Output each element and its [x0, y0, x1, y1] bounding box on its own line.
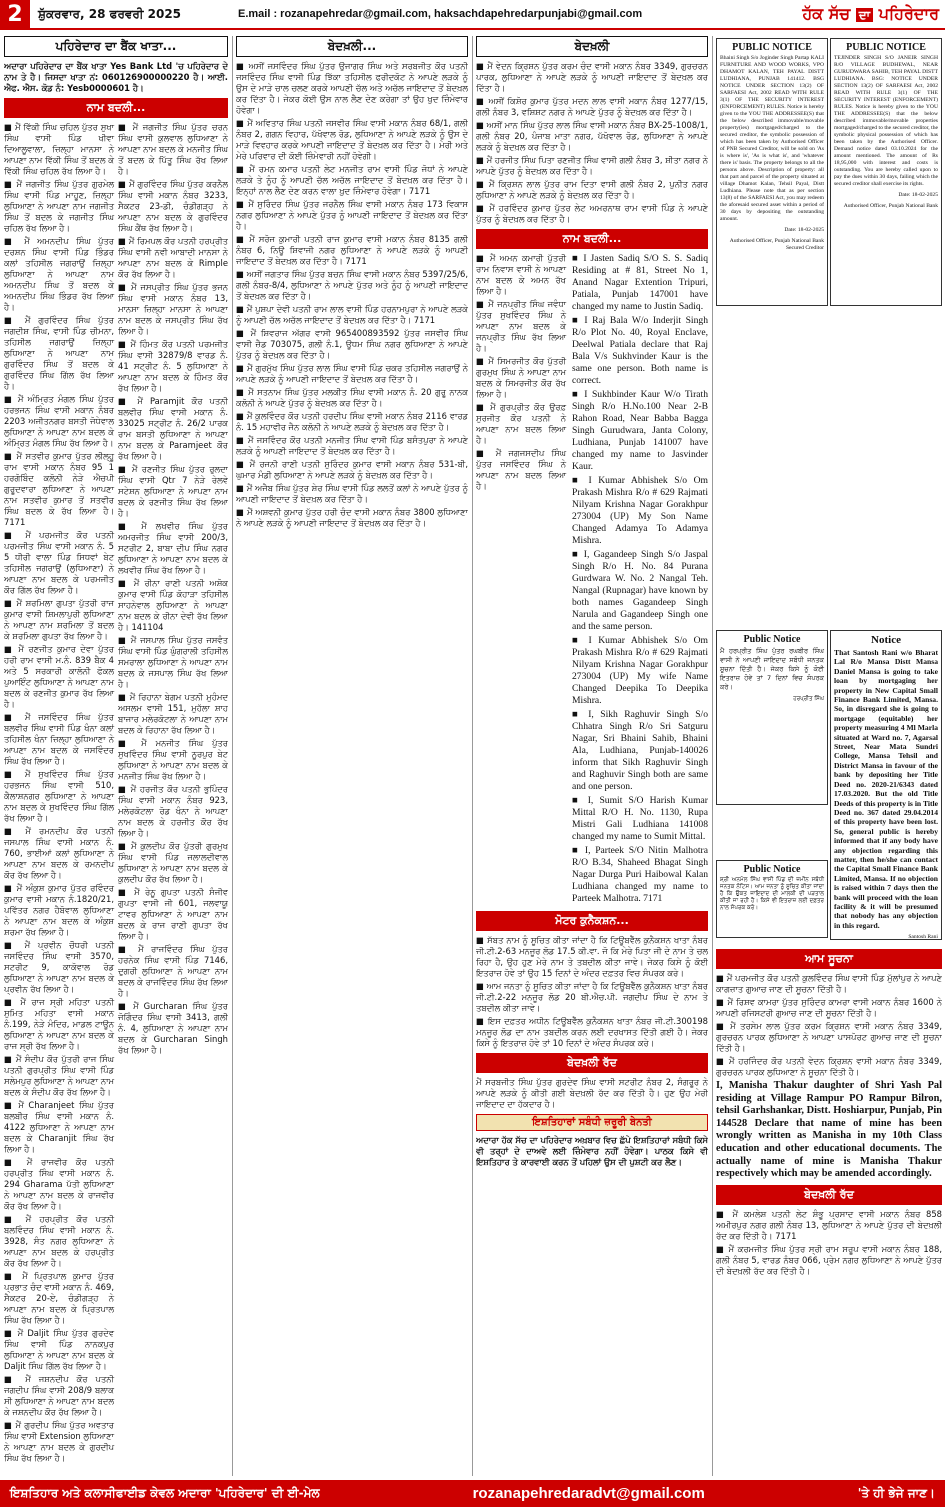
- name-change-entry: ■ ਮੈਂ ਵਿੱਕੀ ਸਿੰਘ ਚਹਿਲ ਪੁੱਤਰ ਸੁਖਾ ਸਿੰਘ ਵਾਸੀ ਪਿੰਡ ਖੀਵਾ ਦਿਆਲੂਵਾਲਾ, ਜ਼ਿਲ੍ਹਾ ਮਾਨਸਾ ਨੇ ਆਪਣਾ ਨਾਮ ਵਿੱਕੀ ਸਿੰਘ ਤੋਂ ਬਦਲ ਕੇ ਵਿੱਕੀ ਸਿੰਘ ਚਹਿਲ ਰੱਖ ਲਿਆ ਹੈ।: [4, 122, 114, 176]
- footer-banner: [0, 1480, 945, 1507]
- general-notice-entry: ■ ਮੈਂ ਪਰਮਜੀਤ ਕੌਰ ਪਤਨੀ ਕੁਲਵਿੰਦਰ ਸਿੰਘ ਵਾਸੀ ਪਿੰਡ ਮੁੱਲਾਂਪੁਰ ਨੇ ਆਪਣੇ ਕਾਗਜ਼ਾਤ ਗੁਆਚ ਜਾਣ ਦੀ ਸੂਚਨਾ ਦਿੱਤੀ ਹੈ।: [716, 973, 942, 994]
- name-change-entry: ■ ਮੈਂ ਸ਼ਰਮਿਲਾ ਗੁਪਤਾ ਪੁੱਤਰੀ ਰਾਜ ਕੁਮਾਰ ਵਾਸੀ ਸ਼ਿਮਲਾਪੁਰੀ ਲੁਧਿਆਣਾ ਨੇ ਆਪਣਾ ਨਾਮ ਸ਼ਰਮਿਲਾ ਤੋਂ ਬਦਲ ਕੇ ਸ਼ਰਮਿਲਾ ਗੁਪਤਾ ਰੱਖ ਲਿਆ ਹੈ।: [4, 598, 114, 641]
- notice-title: Public Notice: [743, 864, 801, 875]
- name-change-entry: ■ ਮੈਂ ਰਿਹਾਨਾ ਬੇਗਮ ਪਤਨੀ ਮੁਹੰਮਦ ਅਸਲਮ ਵਾਸੀ 151, ਮੁਹੱਲਾ ਸ਼ਾਹ ਬਾਜਾਰ ਮਲੇਰਕੋਟਲਾ ਨੇ ਆਪਣਾ ਨਾਮ ਬਦਲ ਕੇ ਰਿਹਾਨਾ ਰੱਖ ਲਿਆ ਹੈ।: [118, 692, 228, 735]
- public-notice-pnb-1: [716, 38, 828, 306]
- notice-title: PUBLIC NOTICE: [846, 42, 926, 53]
- general-notice-entry: ■ ਮੈਂ ਹਰਜਿੰਦਰ ਕੌਰ ਪਤਨੀ ਵੇਦਨ ਕ੍ਰਿਸ਼ਨ ਵਾਸੀ ਮਕਾਨ ਨੰਬਰ 3349, ਗੁਰਚਰਨ ਪਾਰਕ ਲੁਧਿਆਣਾ ਨੇ ਸੂਚਨਾ ਦਿੱਤੀ ਹੈ।: [716, 1056, 942, 1077]
- name-change-entry: ■ ਮੈਂ ਜਗਜੀਤ ਸਿੰਘ ਪੁੱਤਰ ਗੁਰਮੇਲ ਸਿੰਘ ਵਾਸੀ ਪਿੰਡ ਮਾਹੂਣ, ਜ਼ਿਲ੍ਹਾ ਲੁਧਿਆਣਾ ਨੇ ਆਪਣਾ ਨਾਮ ਜਗਜੀਤ ਸਿੰਘ ਤੋਂ ਬਦਲ ਕੇ ਜਗਜੀਤ ਸਿੰਘ ਚਹਿਲ ਰੱਖ ਲਿਆ ਹੈ।: [4, 179, 114, 233]
- name-change-entry: ■ ਮੈਂ ਅਮਨ ਕਮਾਰੀ ਪੁੱਤਰੀ ਰਾਮ ਨਿਵਾਸ ਵਾਸੀ ਨੇ ਆਪਣਾ ਨਾਮ ਬਦਲ ਕੇ ਅਮਨ ਰੱਖ ਲਿਆ ਹੈ।: [476, 253, 566, 296]
- notice-signature: ਹਰਪ੍ਰੀਤ ਸਿੰਘ: [793, 696, 824, 702]
- header-email[interactable]: E.mail : rozanapehredar@gmail.com, haksachdapehredarpunjabi@gmail.com: [238, 8, 643, 20]
- issue-date: ਸ਼ੁੱਕਰਵਾਰ, 28 ਫਰਵਰੀ 2025: [38, 6, 182, 21]
- notice-body: ਮੈਂ ਹਰਪ੍ਰੀਤ ਸਿੰਘ ਪੁੱਤਰ ਰਘਬੀਰ ਸਿੰਘ ਵਾਸੀ ਨੇ ਆਪਣੀ ਜਾਇਦਾਦ ਸਬੰਧੀ ਜਨਤਕ ਸੂਚਨਾ ਦਿੱਤੀ ਹੈ। ਜੇਕਰ ਕਿਸੇ ਨੂੰ ਕੋਈ ਇਤਰਾਜ਼ ਹੋਵੇ ਤਾਂ 7 ਦਿਨਾਂ ਵਿਚ ਸੰਪਰਕ ਕਰੇ।: [720, 647, 824, 691]
- name-change-entry-english: ■ I Sukhbinder Kaur W/o Tirath Singh R/o H.No.100 Near 2-B Rahon Road, Near Babba Bagga Singh Gurudwara, Janta Colony, Ludhiana, Punjab 141007 have changed my name to Jasvinder Kaur.: [572, 389, 708, 472]
- eviction-heading-2: ਬੇਦਖ਼ਲੀ: [476, 36, 708, 57]
- name-change-entry: ■ ਮੈਂ ਸੰਦੀਪ ਕੌਰ ਪੁੱਤਰੀ ਰਾਜ ਸਿੰਘ ਪਤਨੀ ਗੁਰਪ੍ਰੀਤ ਸਿੰਘ ਵਾਸੀ ਪਿੰਡ ਸਲੇਮਪੁਰ ਲੁਧਿਆਣਾ ਨੇ ਆਪਣਾ ਨਾਮ ਬਦਲ ਕੇ ਸੰਦੀਪ ਕੌਰ ਰੱਖ ਲਿਆ ਹੈ।: [4, 1054, 114, 1097]
- notice-title: Public Notice: [743, 634, 801, 645]
- eviction-entry: ■ ਮੈਂ ਸਤਨਾਮ ਸਿੰਘ ਪੁੱਤਰ ਮਲਕੀਤ ਸਿੰਘ ਵਾਸੀ ਮਕਾਨ ਨੰ. 20 ਗੁਰੂ ਨਾਨਕ ਕਲੋਨੀ ਨੇ ਆਪਣੇ ਪੁੱਤਰ ਨੂੰ ਬੇਦਖ਼ਲ ਕਰ ਦਿੱਤਾ ਹੈ।: [236, 387, 468, 408]
- name-change-entry: ■ ਮੈਂ ਗੁਰਵਿੰਦਰ ਸਿੰਘ ਪੁੱਤਰ ਜਗਦੀਸ਼ ਸਿੰਘ, ਵਾਸੀ ਪਿੰਡ ਚੀਮਨਾ, ਤਹਿਸੀਲ ਜਗਰਾਉਂ ਜ਼ਿਲ੍ਹਾ ਲੁਧਿਆਣਾ ਨੇ ਆਪਣਾ ਨਾਮ ਗੁਰਵਿੰਦਰ ਸਿੰਘ ਤੋਂ ਬਦਲ ਕੇ ਗੁਰਵਿੰਦਰ ਸਿੰਘ ਗਿੱਲ ਰੱਖ ਲਿਆ ਹੈ।: [4, 315, 114, 391]
- notice-date: Date: 18-02-2025: [784, 227, 824, 233]
- column-divider: [712, 36, 713, 1476]
- name-change-entry: ■ ਮੈਂ ਗੁਰਪ੍ਰੀਤ ਕੌਰ ਉਰਫ਼ ਸੁਰਜੀਤ ਕੌਰ ਪਤਨੀ ਨੇ ਆਪਣਾ ਨਾਮ ਬਦਲ ਲਿਆ ਹੈ।: [476, 402, 566, 445]
- name-change-entry: ■ ਮੈਂ ਗੁਰਦੀਪ ਸਿੰਘ ਪੁੱਤਰ ਅਵਤਾਰ ਸਿੰਘ ਵਾਸੀ Extension ਲੁਧਿਆਣਾ ਨੇ ਆਪਣਾ ਨਾਮ ਬਦਲ ਕੇ ਗੁਰਦੀਪ ਸਿੰਘ ਰੱਖ ਲਿਆ ਹੈ।: [4, 1420, 114, 1463]
- eviction-entry: ■ ਮੈਂ ਅਸ਼ਵਨੀ ਕੁਮਾਰ ਪੁੱਤਰ ਹਰੀ ਚੰਦ ਵਾਸੀ ਮਕਾਨ ਨੰਬਰ 3800 ਲੁਧਿਆਣਾ ਨੇ ਆਪਣੇ ਲੜਕੇ ਨੂੰ ਆਪਣੀ ਜਾਇਦਾਦ ਤੋਂ ਬੇਦਖ਼ਲ ਕਰ ਦਿੱਤਾ ਹੈ।: [236, 507, 468, 528]
- notice-santosh-rani: [830, 630, 942, 940]
- motor-connection-entry: ■ ਇਸ ਦਫ਼ਤਰ ਅਧੀਨ ਟਿਊਬਵੈੱਲ ਕੁਨੈਕਸ਼ਨ ਖਾਤਾ ਨੰਬਰ ਜੀ.ਟੀ.300198 ਮਨਜੂਰ ਲੋਡ ਦਾ ਨਾਮ ਤਬਦੀਲ ਕਰਨ ਲਈ ਦਰਖਾਸਤ ਦਿੱਤੀ ਗਈ ਹੈ। ਜੇਕਰ ਕਿਸੇ ਨੂੰ ਇਤਰਾਜ਼ ਹੋਵੇ ਤਾਂ 10 ਦਿਨਾਂ ਦੇ ਅੰਦਰ ਸੰਪਰਕ ਕਰੇ।: [476, 1016, 708, 1048]
- name-change-entry: ■ ਮੈਂ ਰਣਜੀਤ ਸਿੰਘ ਪੁੱਤਰ ਰੁਲਦਾ ਸਿੰਘ ਵਾਸੀ Qtr 7 ਨੇੜੇ ਰੇਲਵੇ ਸਟੇਸ਼ਨ ਲੁਧਿਆਣਾ ਨੇ ਆਪਣਾ ਨਾਮ ਬਦਲ ਕੇ ਰਣਜੀਤ ਸਿੰਘ ਰੱਖ ਲਿਆ ਹੈ।: [118, 464, 228, 518]
- public-notice-3: [716, 860, 828, 938]
- eviction-entry: ■ ਮੈਂ ਵੇਦਨ ਕ੍ਰਿਸ਼ਨ ਪੁੱਤਰ ਕਰਮ ਚੰਦ ਵਾਸੀ ਮਕਾਨ ਨੰਬਰ 3349, ਗੁਰਚਰਨ ਪਾਰਕ, ਲੁਧਿਆਣਾ ਨੇ ਆਪਣੇ ਲੜਕੇ ਨੂੰ ਆਪਣੀ ਜਾਇਦਾਦ ਤੋਂ ਬੇਦਖ਼ਲ ਕਰ ਦਿੱਤਾ ਹੈ।: [476, 61, 708, 93]
- eviction-list-2: [476, 61, 708, 225]
- eviction-entry: ■ ਅਸੀਂ ਕਿਸ਼ੋਰ ਕੁਮਾਰ ਪੁੱਤਰ ਮਦਨ ਲਾਲ ਵਾਸੀ ਮਕਾਨ ਨੰਬਰ 1277/15, ਗਲੀ ਨੰਬਰ 3, ਵਸ਼ਿਸ਼ਟ ਨਗਰ ਨੇ ਆਪਣੇ ਪੁੱਤਰ ਨੂੰ ਬੇਦਖ਼ਲ ਕਰ ਦਿੱਤਾ ਹੈ।: [476, 96, 708, 117]
- footer-email[interactable]: rozanapehredaradvt@gmail.com: [472, 1485, 705, 1502]
- name-change-entry: ■ ਮੈਂ Charanjeet ਸਿੰਘ ਪੁੱਤਰ ਬਲਬੀਰ ਸਿੰਘ ਵਾਸੀ ਮਕਾਨ ਨੰ. 4122 ਲੁਧਿਆਣਾ ਨੇ ਆਪਣਾ ਨਾਮ ਬਦਲ ਕੇ Charanjit ਸਿੰਘ ਰੱਖ ਲਿਆ ਹੈ।: [4, 1100, 114, 1154]
- column-divider: [232, 36, 233, 1476]
- name-change-entry: ■ ਮੈਂ ਰੇਨੂ ਗੁਪਤਾ ਪਤਨੀ ਸੰਜੀਵ ਗੁਪਤਾ ਵਾਸੀ ਜੀ 601, ਜਲਵਾਯੂ ਟਾਵਰ ਲੁਧਿਆਣਾ ਨੇ ਆਪਣਾ ਨਾਮ ਬਦਲ ਕੇ ਰਾਜ ਰਾਣੀ ਗੁਪਤਾ ਰੱਖ ਲਿਆ ਹੈ।: [118, 887, 228, 941]
- notice-body: Bhaini Singh S/o Joginder Singh Partap KALI FURNITURE AND WOOD WORKS, VPO DHAMOT KALAN, TEH PAYAL DISTT LUDHIANA, PUNJAB 141412. BSG NOTICE UNDER SECTION 13(2) OF SARFAESI Act, 2002 READ WITH RULE 3(1) OF THE SECURITY INTEREST (ENFORCEMENT) RULES. Notice is hereby given to the YOU THE ADDRESSEE(S) that the below described immovable/movable property(ies) mortgaged/charged to the secured creditor, the symbolic possession of which has been taken by Authorised Officer of PNB Secured Creditor, will be sold on 'As is where is', 'As is what is', and 'whatever there is' basis. The property belongs to all the persons above. Description of property: all that part and parcel of the property situated at village Dhamot Kalan, Tehsil Payal, Distt Ludhiana. Please note that as per section 13(8) of the SARFAESI Act, you may redeem the aforesaid secured asset within a period of 30 days by depositing the outstanding amount.: [720, 55, 824, 222]
- name-change-punjabi-list: [476, 253, 566, 907]
- name-change-entry: ■ ਮੈਂ ਹਰਪ੍ਰੀਤ ਕੌਰ ਪਤਨੀ ਬਲਵਿੰਦਰ ਸਿੰਘ ਵਾਸੀ ਮਕਾਨ ਨੰ. 3928, ਸੰਤ ਨਗਰ ਲੁਧਿਆਣਾ ਨੇ ਆਪਣਾ ਨਾਮ ਬਦਲ ਕੇ ਹਰਪ੍ਰੀਤ ਕੌਰ ਰੱਖ ਲਿਆ ਹੈ।: [4, 1214, 114, 1268]
- name-change-entry: ■ ਮੈਂ ਜਨਪ੍ਰੀਤ ਸਿੰਘ ਜਵੰਧਾ ਪੁੱਤਰ ਸੁਖਵਿੰਦਰ ਸਿੰਘ ਨੇ ਆਪਣਾ ਨਾਮ ਬਦਲ ਕੇ ਜਨਪ੍ਰੀਤ ਸਿੰਘ ਰੱਖ ਲਿਆ ਹੈ।: [476, 299, 566, 353]
- bank-text: ਅਦਾਰਾ ਪਹਿਰੇਦਾਰ ਦਾ ਬੈਂਕ ਖਾਤਾ Yes Bank Ltd 'ਚ ਪਹਿਰੇਦਾਰ ਦੇ ਨਾਮ ਤੇ ਹੈ। ਜਿਸਦਾ ਖਾਤਾ ਨਂ: 060126900000220 ਹੈ। ਆਈ. ਐਫ. ਐਸ. ਕੋਡ ਨੰ: Yesb0000601 ਹੈ।: [4, 61, 228, 93]
- eviction-entry: ■ ਮੈਂ ਹਰਜੀਤ ਸਿੰਘ ਪਿਤਾ ਰਣਜੀਤ ਸਿੰਘ ਵਾਸੀ ਗਲੀ ਨੰਬਰ 3, ਸ਼ੀਤਾ ਨਗਰ ਨੇ ਆਪਣੇ ਪੁੱਤਰ ਨੂੰ ਬੇਦਖ਼ਲ ਕਰ ਦਿੱਤਾ ਹੈ।: [476, 155, 708, 176]
- name-change-entry: ■ ਮੈਂ ਕੁਲਦੀਪ ਕੌਰ ਪੁੱਤਰੀ ਗੁਰਮੁਖ ਸਿੰਘ ਵਾਸੀ ਪਿੰਡ ਜਲਾਲਦੀਵਾਲ ਲੁਧਿਆਣਾ ਨੇ ਆਪਣਾ ਨਾਮ ਬਦਲ ਕੇ ਕੁਲਦੀਪ ਕੌਰ ਰੱਖ ਲਿਆ ਹੈ।: [118, 841, 228, 884]
- notice-signature: Authorised Officer, Punjab National Bank: [843, 203, 938, 209]
- logo-part-2: ਪਹਿਰੇਦਾਰ: [878, 4, 939, 23]
- name-change-entry: ■ ਮੈਂ ਪ੍ਰਿਤਪਾਲ ਕੁਮਾਰ ਪੁੱਤਰ ਪ੍ਰਭਾਤ ਚੰਦ ਵਾਸੀ ਮਕਾਨ ਨੰ. 469, ਸੈਕਟਰ 20-ਏ, ਚੰਡੀਗੜ੍ਹ ਨੇ ਆਪਣਾ ਨਾਮ ਬਦਲ ਕੇ ਪ੍ਰਿਤਪਾਲ ਸਿੰਘ ਰੱਖ ਲਿਆ ਹੈ।: [4, 1271, 114, 1325]
- name-change-entry: ■ ਮੈਂ ਰਾਜਵਿੰਦਰ ਸਿੰਘ ਪੁੱਤਰ ਹਰਨੇਕ ਸਿੰਘ ਵਾਸੀ ਪਿੰਡ 7146, ਦੁਗਰੀ ਲੁਧਿਆਣਾ ਨੇ ਆਪਣਾ ਨਾਮ ਬਦਲ ਕੇ ਰਾਜਵਿੰਦਰ ਸਿੰਘ ਰੱਖ ਲਿਆ ਹੈ।: [118, 944, 228, 998]
- masthead: [0, 0, 945, 30]
- name-change-entry: ■ ਮੈਂ ਜਗਜੀਤ ਸਿੰਘ ਪੁੱਤਰ ਚਰਨ ਸਿੰਘ ਵਾਸੀ ਕੁਲਵਾਲ ਲੁਧਿਆਣਾ ਨੇ ਆਪਣਾ ਨਾਮ ਬਦਲ ਕੇ ਮਨਜੀਤ ਸਿੰਘ ਤੋਂ ਬਦਲ ਕੇ ਪਿੱਤੂ ਸਿੰਘ ਰੱਖ ਲਿਆ ਹੈ।: [118, 122, 228, 176]
- name-change-entry: ■ ਮੈਂ ਸਿਮਰਜੀਤ ਕੌਰ ਪੁੱਤਰੀ ਗੁਰਮੁਖ ਸਿੰਘ ਨੇ ਆਪਣਾ ਨਾਮ ਬਦਲ ਕੇ ਸਿਮਰਜੀਤ ਕੌਰ ਰੱਖ ਲਿਆ ਹੈ।: [476, 356, 566, 399]
- name-change-entry: ■ ਮੈਂ ਅੰਕੁਸ਼ ਕੁਮਾਰ ਪੁੱਤਰ ਰਵਿੰਦਰ ਕੁਮਾਰ ਵਾਸੀ ਮਕਾਨ ਨੰ.1820/21, ਪਵਿੱਤਰ ਨਗਰ ਹੈਬੋਵਾਲ ਲੁਧਿਆਣਾ ਨੇ ਆਪਣਾ ਨਾਮ ਬਦਲ ਕੇ ਅੰਕੁਸ਼ ਸ਼ਰਮਾ ਰੱਖ ਲਿਆ ਹੈ।: [4, 883, 114, 937]
- general-notice-entry: ■ ਮੈਂ ਤਰਸੇਮ ਲਾਲ ਪੁੱਤਰ ਕਰਮ ਕ੍ਰਿਸ਼ਨ ਵਾਸੀ ਮਕਾਨ ਨੰਬਰ 3349, ਗੁਰਚਰਨ ਪਾਰਕ ਲੁਧਿਆਣਾ ਨੇ ਆਪਣਾ ਪਾਸਪੋਰਟ ਗੁਆਚ ਜਾਣ ਦੀ ਸੂਚਨਾ ਦਿੱਤੀ ਹੈ।: [716, 1021, 942, 1053]
- eviction-cancel-list: [716, 1209, 942, 1277]
- footer-tail: 'ਤੇ ਹੀ ਭੇਜੇ ਜਾਣ।: [857, 1486, 935, 1500]
- name-change-entry: ■ ਮੈਂ ਅਮਨਦੀਪ ਸਿੰਘ ਪੁੱਤਰ ਦਰਸ਼ਨ ਸਿੰਘ ਵਾਸੀ ਪਿੰਡ ਭਿੰਡਰ ਕਲਾਂ ਤਹਿਸੀਲ ਜਗਰਾਉਂ ਜ਼ਿਲ੍ਹਾ ਲੁਧਿਆਣਾ ਨੇ ਆਪਣਾ ਨਾਮ ਅਮਨਦੀਪ ਸਿੰਘ ਤੋਂ ਬਦਲ ਕੇ ਅਮਨਦੀਪ ਸਿੰਘ ਭਿੰਡਰ ਰੱਖ ਲਿਆ ਹੈ।: [4, 236, 114, 312]
- notice-signature: Santosh Rani: [908, 934, 938, 940]
- eviction-entry: ■ ਮੈਂ ਕ੍ਰਿਸ਼ਨ ਲਾਲ ਪੁੱਤਰ ਰਾਮ ਦਿਤਾ ਵਾਸੀ ਗਲੀ ਨੰਬਰ 2, ਪੁਨੀਤ ਨਗਰ ਲੁਧਿਆਣਾ ਨੇ ਆਪਣੇ ਲੜਕੇ ਨੂੰ ਬੇਦਖ਼ਲ ਕਰ ਦਿੱਤਾ ਹੈ।: [476, 179, 708, 200]
- eviction-entry: ■ ਮੈਂ ਰਮਨ ਕਮਾਰ ਪਤਨੀ ਲੇਟ ਮਨਜੀਤ ਰਾਮ ਵਾਸੀ ਪਿੰਡ ਜੋਧਾਂ ਨੇ ਆਪਣੇ ਲੜਕੇ ਤੇ ਨੂੰਹ ਨੂੰ ਆਪਣੀ ਚੱਲ ਅਚੱਲ ਜਾਇਦਾਦ ਤੋਂ ਬੇਦਖ਼ਲ ਕਰ ਦਿੱਤਾ ਹੈ। ਇਨ੍ਹਾਂ ਨਾਲ ਲੈਣ ਦੇਣ ਕਰਨ ਵਾਲਾ ਖ਼ੁਦ ਜ਼ਿੰਮੇਵਾਰ ਹੋਵੇਗਾ। 7171: [236, 164, 468, 196]
- notice-title: Notice: [871, 634, 901, 646]
- name-change-list: [4, 122, 114, 1464]
- eviction-cancel-heading-2: ਬੇਦਖ਼ਲੀ ਰੱਦ: [716, 1185, 942, 1205]
- notice-date: Date: 18-02-2025: [898, 192, 938, 198]
- eviction-entry: ■ ਮੈਂ ਸੁਰਿੰਦਰ ਸਿੰਘ ਪੁੱਤਰ ਜਰਨੈਲ ਸਿੰਘ ਵਾਸੀ ਮਕਾਨ ਨੰਬਰ 173 ਵਿਕਾਸ ਨਗਰ ਲੁਧਿਆਣਾ ਨੇ ਆਪਣੇ ਪੁੱਤਰ ਨੂੰ ਆਪਣੀ ਜਾਇਦਾਦ ਤੋਂ ਬੇਦਖ਼ਲ ਕਰ ਦਿੱਤਾ ਹੈ।: [236, 199, 468, 231]
- column-divider: [472, 36, 473, 1476]
- name-change-heading: ਨਾਮ ਬਦਲੀ...: [4, 98, 228, 118]
- eviction-entry: ■ ਮੈਂ ਅਜੈਬ ਸਿੰਘ ਪੁੱਤਰ ਸ਼ੇਰ ਸਿੰਘ ਵਾਸੀ ਪਿੰਡ ਲਲਤੋਂ ਕਲਾਂ ਨੇ ਆਪਣੇ ਪੁੱਤਰ ਨੂੰ ਆਪਣੀ ਜਾਇਦਾਦ ਤੋਂ ਬੇਦਖ਼ਲ ਕਰ ਦਿੱਤਾ ਹੈ।: [236, 483, 468, 504]
- name-change-entry: ■ ਮੈਂ ਰਾਜ ਸ੍ਰੀ ਮਹਿਤਾ ਪਤਨੀ ਸੁਮਿਤ ਮਹਿਤਾ ਵਾਸੀ ਮਕਾਨ ਨੰ.199, ਨੇੜੇ ਮੰਦਿਰ, ਮਾਡਲ ਟਾਊਨ ਲੁਧਿਆਣਾ ਨੇ ਆਪਣਾ ਨਾਮ ਬਦਲ ਕੇ ਰਾਜ ਸ੍ਰੀ ਰੱਖ ਲਿਆ ਹੈ।: [4, 997, 114, 1051]
- eviction-heading: ਬੇਦਖ਼ਲੀ...: [236, 36, 468, 57]
- name-change-entry: ■ ਮੈਂ ਪਰਮਜੀਤ ਕੌਰ ਪਤਨੀ ਪਰਮਜੀਤ ਸਿੰਘ ਵਾਸੀ ਮਕਾਨ ਨੰ. 5 5 ਧੀਰੀ ਵਾਲਾ ਪਿੰਡ ਸਿਧਵਾਂ ਬੇਟ ਤਹਿਸੀਲ ਜਗਰਾਉਂ (ਲੁਧਿਆਣਾ) ਨੇ ਆਪਣਾ ਨਾਮ ਬਦਲ ਕੇ ਪਰਮਜੀਤ ਕੌਰ ਗਿੱਲ ਰੱਖ ਲਿਆ ਹੈ।: [4, 530, 114, 595]
- column-2: [118, 122, 228, 1422]
- name-change-entry: ■ ਮੈਂ Daljit ਸਿੰਘ ਪੁੱਤਰ ਗੁਰਦੇਵ ਸਿੰਘ ਵਾਸੀ ਪਿੰਡ ਨਾਨਕਪੁਰ ਲੁਧਿਆਣਾ ਨੇ ਆਪਣਾ ਨਾਮ ਬਦਲ ਕੇ Daljit ਸਿੰਘ ਗਿੱਲ ਰੱਖ ਲਿਆ ਹੈ।: [4, 1328, 114, 1371]
- notice-body: That Santosh Rani w/o Bharat Lal R/o Mansa Distt Mansa Daniel Mansa is going to take loan by mortgaging her property in New Capital Small Finance Bank Limited, Mansa. So, in disregard she is going to mortgage (equitable) her property measuring 4 Ml Marla situated at Ward no. 7, Agarsal Street, Near Mata Sundri College, Mansa Tehsil and District Mansa in favour of the bank by depositing her Title Deed no. 2020-21/6343 dated 17.03.2020. But the old Title Deeds of this property is in Title Deed no. 367 dated 29.04.2014 of this property have been lost. So, general public is hereby informed that if any body have any objection regarding this matter, then he/she can contact the Capital Small Finance Bank Limited, Mansa. If no objection is raised within 7 days then the bank will proceed with the loan facility & it will be presumed that nobody has any objection in this regard.: [834, 648, 938, 930]
- name-change-entry: ■ ਮੈਂ ਪ੍ਰਵੀਨ ਚੌਧਰੀ ਪਤਨੀ ਜਸਵਿੰਦਰ ਸਿੰਘ ਵਾਸੀ 3570, ਸਟਰੀਟ 9, ਕਾਕੋਵਾਲ ਰੋਡ ਲੁਧਿਆਣਾ ਨੇ ਆਪਣਾ ਨਾਮ ਬਦਲ ਕੇ ਪ੍ਰਵੀਨ ਰੱਖ ਲਿਆ ਹੈ।: [4, 940, 114, 994]
- eviction-list: [236, 61, 468, 529]
- general-notice-entry: ■ ਮੈਂ ਰਿਸ਼ਵ ਕਾਮਰਾ ਪੁੱਤਰ ਸੁਰਿੰਦਰ ਕਾਮਰਾ ਵਾਸੀ ਮਕਾਨ ਨੰਬਰ 1600 ਨੇ ਆਪਣੀ ਰਜਿਸਟਰੀ ਗੁਆਚ ਜਾਣ ਦੀ ਸੂਚਨਾ ਦਿੱਤੀ ਹੈ।: [716, 997, 942, 1018]
- eviction-entry: ■ ਅਸੀਂ ਜਗਤਾਰ ਸਿੰਘ ਪੁੱਤਰ ਬਚਨ ਸਿੰਘ ਵਾਸੀ ਮਕਾਨ ਨੰਬਰ 5397/25/6, ਗਲੀ ਨੰਬਰ-8/4, ਲੁਧਿਆਣਾ ਨੇ ਆਪਣੇ ਪੁੱਤਰ ਅਤੇ ਨੂੰਹ ਨੂੰ ਆਪਣੀ ਜਾਇਦਾਦ ਤੋਂ ਬੇਦਖ਼ਲ ਕਰ ਦਿੱਤਾ ਹੈ।: [236, 269, 468, 301]
- eviction-entry: ■ ਅਸੀਂ ਜਸਵਿੰਦਰ ਸਿੰਘ ਪੁੱਤਰ ਉਜਾਗਰ ਸਿੰਘ ਅਤੇ ਸਰਬਜੀਤ ਕੌਰ ਪਤਨੀ ਜਸਵਿੰਦਰ ਸਿੰਘ ਵਾਸੀ ਪਿੰਡ ਝਿੱਕਾ ਤਹਿਸੀਲ ਫਰੀਦਕੋਟ ਨੇ ਆਪਣੇ ਲੜਕੇ ਨੂੰ ਉਸ ਦੇ ਮਾੜੇ ਚਾਲ ਚਲਣ ਕਰਕੇ ਆਪਣੀ ਚੱਲ ਅਤੇ ਅਚੱਲ ਜਾਇਦਾਦ ਤੋਂ ਬੇਦਖ਼ਲ ਕਰ ਦਿੱਤਾ ਹੈ। ਜੇਕਰ ਕੋਈ ਉਸ ਨਾਲ ਲੈਣ ਦੇਣ ਕਰੇਗਾ ਤਾਂ ਉਹ ਖੁਦ ਜ਼ਿੰਮੇਵਾਰ ਹੋਵੇਗਾ।: [236, 61, 468, 115]
- name-change-entry-english: ■ I Jasten Sadiq S/O S. S. Sadiq Residing at # 81, Street No 1, Anand Nagar Extention Tripuri, Patiala, Punjab 147001 have changed my name to Justin Sadiq.: [572, 253, 708, 312]
- notice-body: ਸ਼੍ਰੀ ਅਨਮੋਲ ਸਿੰਘ ਵਾਸੀ ਪਿੰਡ ਦੀ ਜ਼ਮੀਨ ਸਬੰਧੀ ਜਨਤਕ ਨੋਟਿਸ। ਆਮ ਜਨਤਾ ਨੂੰ ਸੂਚਿਤ ਕੀਤਾ ਜਾਂਦਾ ਹੈ ਕਿ ਉਕਤ ਜਾਇਦਾਦ ਦੀ ਮਾਲਕੀ ਦੀ ਪੜਤਾਲ ਕੀਤੀ ਜਾ ਰਹੀ ਹੈ। ਕਿਸੇ ਵੀ ਇਤਰਾਜ਼ ਲਈ ਦਫ਼ਤਰ ਨਾਲ ਸੰਪਰਕ ਕਰੋ।: [720, 877, 824, 911]
- newspaper-logo: [802, 4, 945, 24]
- ad-notice-heading: ਇਸ਼ਤਿਹਾਰਾਂ ਸਬੰਧੀ ਜ਼ਰੂਰੀ ਬੇਨਤੀ: [476, 1114, 708, 1131]
- name-change-entry: ■ ਮੈਂ ਸਤਵੀਰ ਕੁਮਾਰ ਪੁੱਤਰ ਲੀਲ੍ਹੂ ਰਾਮ ਵਾਸੀ ਮਕਾਨ ਨੰਬਰ 95 1 ਹਰਗੋਬਿੰਦ ਕਲੋਨੀ ਨੇੜੇ ਐਚਪੀ ਗੁਰੂਦਵਾਰਾ ਲੁਧਿਆਣਾ ਨੇ ਆਪਣਾ ਨਾਮ ਸਤਵੀਰ ਕੁਮਾਰ ਤੋਂ ਸਤਵੀਰ ਸਿੰਘ ਬਦਲ ਕੇ ਰੱਖ ਲਿਆ ਹੈ। 7171: [4, 451, 114, 527]
- name-change-entry: ■ ਮੈਂ ਜਸਪਾਲ ਸਿੰਘ ਪੁੱਤਰ ਜਸਵੰਤ ਸਿੰਘ ਵਾਸੀ ਪਿੰਡ ਘੁੰਗਰਾਲੀ ਤਹਿਸੀਲ ਸਮਰਾਲਾ ਲੁਧਿਆਣਾ ਨੇ ਆਪਣਾ ਨਾਮ ਬਦਲ ਕੇ ਜਸਪਾਲ ਸਿੰਘ ਰੱਖ ਲਿਆ ਹੈ।: [118, 635, 228, 689]
- eviction-entry: ■ ਮੈਂ ਜਸਵਿੰਦਰ ਕੌਰ ਪਤਨੀ ਮਨਜੀਤ ਸਿੰਘ ਵਾਸੀ ਪਿੰਡ ਬਸੰਤਪੁਰਾ ਨੇ ਆਪਣੇ ਲੜਕੇ ਨੂੰ ਆਪਣੀ ਜਾਇਦਾਦ ਤੋਂ ਬੇਦਖ਼ਲ ਕਰ ਦਿੱਤਾ ਹੈ।: [236, 435, 468, 456]
- manisha-declaration: I, Manisha Thakur daughter of Shri Yash Pal residing at Village Rampur PO Rampur Bilron, tehsil Garhshankar, Distt. Hoshiarpur, Punjab, Pin 144528 Declare that name of mine has been wrongly written as Manisha in my 10th Class education and other educational documents. The actually name of mine is Manisha Thakur respectively which may be amended accordingly.: [716, 1080, 942, 1180]
- motor-connection-list: [476, 935, 708, 1049]
- general-notice-list: [716, 973, 942, 1078]
- name-change-entry: ■ ਮੈਂ ਅੰਮ੍ਰਿਤ ਮੰਗਲ ਸਿੰਘ ਪੁੱਤਰ ਹਰਭਜਨ ਸਿੰਘ ਵਾਸੀ ਮਕਾਨ ਨੰਬਰ 2203 ਅਜੀਤਨਗਰ ਬਸਤੀ ਜੋਧੇਵਾਲ ਲੁਧਿਆਣਾ ਨੇ ਆਪਣਾ ਨਾਮ ਬਦਲ ਕੇ ਅੰਮ੍ਰਿਤ ਮੰਗਲ ਸਿੰਘ ਰੱਖ ਲਿਆ ਹੈ।: [4, 394, 114, 448]
- name-change-entry: ■ ਮੈਂ ਮਨਜੀਤ ਸਿੰਘ ਪੁੱਤਰ ਸੁਖਵਿੰਦਰ ਸਿੰਘ ਵਾਸੀ ਨੂਰਪੁਰ ਬੇਟ ਲੁਧਿਆਣਾ ਨੇ ਆਪਣਾ ਨਾਮ ਬਦਲ ਕੇ ਮਨਜੀਤ ਸਿੰਘ ਰੱਖ ਲਿਆ ਹੈ।: [118, 738, 228, 781]
- column-5-lower: [716, 945, 942, 1475]
- name-change-entry-english: ■ I Kumar Abhishek S/o Om Prakash Mishra R/o # 629 Rajmati Nilyam Krishna Nagar Gorakhpur 273004 (UP) My Son Name Changed Adamya To Adamya Mishra.: [572, 475, 708, 546]
- logo-part-1: ਹੱਕ ਸੱਚ: [802, 4, 851, 23]
- motor-connection-entry: ■ ਆਮ ਜਨਤਾ ਨੂੰ ਸੂਚਿਤ ਕੀਤਾ ਜਾਂਦਾ ਹੈ ਕਿ ਟਿਊਬਵੈੱਲ ਕੁਨੈਕਸ਼ਨ ਖਾਤਾ ਨੰਬਰ ਜੀ.ਟੀ.2-22 ਮਨਜੂਰ ਲੋਡ 20 ਬੀ.ਐਚ.ਪੀ. ਜਗਦੀਪ ਸਿੰਘ ਦੇ ਨਾਮ ਤੇ ਤਬਦੀਲ ਕੀਤਾ ਜਾਵੇ।: [476, 981, 708, 1013]
- footer-text: ਇਸ਼ਤਿਹਾਰ ਅਤੇ ਕਲਾਸੀਫਾਈਡ ਕੇਵਲ ਅਦਾਰਾ 'ਪਹਿਰੇਦਾਰ' ਦੀ ਈ-ਮੇਲ: [10, 1486, 320, 1500]
- name-change-entry: ■ ਮੈਂ ਰਮਨਦੀਪ ਕੌਰ ਪਤਨੀ ਜਸਪਾਲ ਸਿੰਘ ਵਾਸੀ ਮਕਾਨ ਨੰ. 760, ਭਾਈਆਂ ਕਲਾਂ ਲੁਧਿਆਣਾ ਨੇ ਆਪਣਾ ਨਾਮ ਬਦਲ ਕੇ ਰਮਨਦੀਪ ਕੌਰ ਰੱਖ ਲਿਆ ਹੈ।: [4, 826, 114, 880]
- eviction-cancel-entry: ■ ਮੈਂ ਕਮਲੇਸ਼ ਪਤਨੀ ਲੇਟ ਸ਼ੰਭੂ ਪ੍ਰਸਾਦ ਵਾਸੀ ਮਕਾਨ ਨੰਬਰ 858 ਅਮੀਰਪੁਰ ਨਗਰ ਗਲੀ ਨੰਬਰ 13, ਲੁਧਿਆਣਾ ਨੇ ਆਪਣੇ ਪੁੱਤਰ ਦੀ ਬੇਦਖ਼ਲੀ ਰੱਦ ਕਰ ਦਿੱਤੀ ਹੈ। 7171: [716, 1208, 942, 1241]
- name-change-entry: ■ ਮੈਂ ਰਣਜੀਤ ਕੁਮਾਰ ਦੇਵਾ ਪੁੱਤਰ ਹਰੀ ਰਾਮ ਵਾਸੀ ਮ.ਨੰ. 839 ਬੈਕ 4 ਅਤੇ 5 ਸਰਕਾਰੀ ਕਾਲੋਨੀ ਫੋਕਲ ਪੁਆਇੰਟ ਲੁਧਿਆਣਾ ਨੇ ਆਪਣਾ ਨਾਮ ਬਦਲ ਕੇ ਰਣਜੀਤ ਕੁਮਾਰ ਰੱਖ ਲਿਆ ਹੈ।: [4, 644, 114, 709]
- name-change-entry: ■ ਮੈਂ ਸੁਖਵਿੰਦਰ ਸਿੰਘ ਪੁੱਤਰ ਹਰਭਜਨ ਸਿੰਘ ਵਾਸੀ 510, ਕੈਲਾਸ਼ਨਗਰ ਲੁਧਿਆਣਾ ਨੇ ਆਪਣਾ ਨਾਮ ਬਦਲ ਕੇ ਸੁਖਵਿੰਦਰ ਸਿੰਘ ਗਿੱਲ ਰੱਖ ਲਿਆ ਹੈ।: [4, 769, 114, 823]
- name-change-entry: ■ ਮੈਂ ਰਾਜਵੀਰ ਕੌਰ ਪਤਨੀ ਹਰਪ੍ਰੀਤ ਸਿੰਘ ਵਾਸੀ ਮਕਾਨ ਨੰ. 294 Gharama ਪੱਤੀ ਲੁਧਿਆਣਾ ਨੇ ਆਪਣਾ ਨਾਮ ਬਦਲ ਕੇ ਰਾਜਵੀਰ ਕੌਰ ਰੱਖ ਲਿਆ ਹੈ।: [4, 1157, 114, 1211]
- name-change-entry: ■ ਮੈਂ ਜਗਜਸਦੀਪ ਸਿੰਘ ਪੁੱਤਰ ਜਸਵਿੰਦਰ ਸਿੰਘ ਨੇ ਆਪਣਾ ਨਾਮ ਬਦਲ ਲਿਆ ਹੈ।: [476, 448, 566, 491]
- name-change-entry: ■ ਮੈਂ ਹਿੰਮਤ ਕੌਰ ਪਤਨੀ ਪਰਮਜੀਤ ਸਿੰਘ ਵਾਸੀ 32879/8 ਵਾਰਡ ਨੰ. 41 ਸਟ੍ਰੀਟ ਨੰ. 5 ਲੁਧਿਆਣਾ ਨੇ ਆਪਣਾ ਨਾਮ ਬਦਲ ਕੇ ਹਿੰਮਤ ਕੌਰ ਰੱਖ ਲਿਆ ਹੈ।: [118, 339, 228, 393]
- general-notice-heading: ਆਮ ਸੂਚਨਾ: [716, 949, 942, 969]
- name-change-entry-english: ■ I, Sumit S/O Harish Kumar Mittal R/O H. No. 1130, Rupa Mistri Gali Ludhiana 141008 changed my name to Sumit Mittal.: [572, 795, 708, 842]
- logo-chip: ਦਾ: [856, 8, 873, 22]
- name-change-entry: ■ ਮੈਂ Gurcharan ਸਿੰਘ ਪੁੱਤਰ ਜੋਗਿੰਦਰ ਸਿੰਘ ਵਾਸੀ 3413, ਗਲੀ ਨੰ. 4, ਲੁਧਿਆਣਾ ਨੇ ਆਪਣਾ ਨਾਮ ਬਦਲ ਕੇ Gurcharan Singh ਰੱਖ ਲਿਆ ਹੈ।: [118, 1001, 228, 1055]
- eviction-entry: ■ ਮੈਂ ਸ਼ਿਵਰਾਜ ਅੱਗਰ ਵਾਸੀ 965400893592 ਪੁੱਤਰ ਜਸਵੀਰ ਸਿੰਘ ਵਾਸੀ ਜ਼ੈਡ 703075, ਗਲੀ ਨੰ.1, ਊਧਮ ਸਿੰਘ ਨਗਰ ਲੁਧਿਆਣਾ ਨੇ ਆਪਣੇ ਪੁੱਤਰ ਨੂੰ ਬੇਦਖ਼ਲ ਕਰ ਦਿੱਤਾ ਹੈ।: [236, 328, 468, 360]
- name-change-entry: ■ ਮੈਂ ਜਸਪ੍ਰੀਤ ਸਿੰਘ ਪੁੱਤਰ ਭਜਨ ਸਿੰਘ ਵਾਸੀ ਮਕਾਨ ਨੰਬਰ 13, ਮਾਨਸਾ ਜ਼ਿਲ੍ਹਾ ਮਾਨਸਾ ਨੇ ਆਪਣਾ ਨਾਮ ਬਦਲ ਕੇ ਜਸਪ੍ਰੀਤ ਸਿੰਘ ਰੱਖ ਲਿਆ ਹੈ।: [118, 282, 228, 336]
- motor-connection-heading: ਮੋਟਰ ਕੁਨੈਕਸ਼ਨ...: [476, 911, 708, 931]
- name-change-entry: ■ ਮੈਂ Paramjit ਕੌਰ ਪਤਨੀ ਬਲਵੀਰ ਸਿੰਘ ਵਾਸੀ ਮਕਾਨ ਨੰ. 33025 ਸਟ੍ਰੀਟ ਨੰ. 26/2 ਪਾਰਕ ਰਾਮ ਬਸਤੀ ਲੁਧਿਆਣਾ ਨੇ ਆਪਣਾ ਨਾਮ ਬਦਲ ਕੇ Paramjeet ਕੌਰ ਰੱਖ ਲਿਆ ਹੈ।: [118, 396, 228, 461]
- name-change-entry: ■ ਮੈਂ ਗੁਰਵਿੰਦਰ ਸਿੰਘ ਪੁੱਤਰ ਕਰਨੈਲ ਸਿੰਘ ਵਾਸੀ ਮਕਾਨ ਨੰਬਰ 3233, ਸੈਕਟਰ 23-ਡੀ, ਚੰਡੀਗੜ੍ਹ ਨੇ ਆਪਣਾ ਨਾਮ ਬਦਲ ਕੇ ਗੁਰਵਿੰਦਰ ਸਿੰਘ ਕੈਂਥ ਰੱਖ ਲਿਆ ਹੈ।: [118, 179, 228, 233]
- eviction-entry: ■ ਮੈਂ ਕੁਲਵਿੰਦਰ ਕੌਰ ਪਤਨੀ ਹਰਦੀਪ ਸਿੰਘ ਵਾਸੀ ਮਕਾਨ ਨੰਬਰ 2116 ਵਾਰਡ ਨੰ. 15 ਮਹਾਵੀਰ ਜੈਨ ਕਲੋਨੀ ਨੇ ਆਪਣੇ ਲੜਕੇ ਨੂੰ ਬੇਦਖ਼ਲ ਕਰ ਦਿੱਤਾ ਹੈ।: [236, 411, 468, 432]
- name-change-heading-2: ਨਾਮ ਬਦਲੀ...: [476, 229, 708, 249]
- eviction-cancel-heading: ਬੇਦਖ਼ਲੀ ਰੱਦ: [476, 1053, 708, 1073]
- name-change-entry-english: ■ I Kumar Abhishek S/o Om Prakash Mishra R/o # 629 Rajmati Nilyam Krishna Nagar Gorakhpur 273004 (UP) My wife Name Changed Deepika To Deepika Mishra.: [572, 635, 708, 706]
- public-notice-pnb-2: [830, 38, 942, 306]
- name-change-entry: ■ ਮੈਂ ਜਸ਼ਨਦੀਪ ਕੌਰ ਪਤਨੀ ਜਗਦੀਪ ਸਿੰਘ ਵਾਸੀ 208/9 ਬਲਾਕ ਸੀ ਲੁਧਿਆਣਾ ਨੇ ਆਪਣਾ ਨਾਮ ਬਦਲ ਕੇ ਜਸ਼ਨਦੀਪ ਕੌਰ ਰੱਖ ਲਿਆ ਹੈ।: [4, 1374, 114, 1417]
- eviction-entry: ■ ਮੈਂ ਪੁਸ਼ਪਾ ਦੇਵੀ ਪਤਨੀ ਰਾਮ ਲਾਲ ਵਾਸੀ ਪਿੰਡ ਹਰਨਾਮਪੁਰਾ ਨੇ ਆਪਣੇ ਲੜਕੇ ਨੂੰ ਆਪਣੀ ਚੱਲ ਅਚੱਲ ਜਾਇਦਾਦ ਤੋਂ ਬੇਦਖ਼ਲ ਕਰ ਦਿੱਤਾ ਹੈ। 7171: [236, 304, 468, 325]
- eviction-entry: ■ ਮੈਂ ਅਵਿਤਾਰ ਸਿੰਘ ਪਤਨੀ ਜਸਵੀਰ ਸਿੰਘ ਵਾਸੀ ਮਕਾਨ ਨੰਬਰ 68/1, ਗਲੀ ਨੰਬਰ 2, ਗਗਨ ਵਿਹਾਰ, ਪੱਖੋਵਾਲ ਰੋਡ, ਲੁਧਿਆਣਾ ਨੇ ਆਪਣੇ ਲੜਕੇ ਨੂੰ ਉਸ ਦੇ ਮਾੜੇ ਵਿਵਹਾਰ ਕਰਕੇ ਆਪਣੀ ਜਾਇਦਾਦ ਤੋਂ ਬੇਦਖ਼ਲ ਕਰ ਦਿੱਤਾ ਹੈ। ਮੇਰੀ ਅਤੇ ਮੇਰੇ ਪਰਿਵਾਰ ਦੀ ਕੋਈ ਜ਼ਿੰਮੇਵਾਰੀ ਨਹੀਂ ਹੋਵੇਗੀ।: [236, 118, 468, 161]
- column-3: [236, 36, 468, 1476]
- ad-notice-text: ਅਦਾਰਾ ਹੱਕ ਸੱਚ ਦਾ ਪਹਿਰੇਦਾਰ ਅਖ਼ਬਾਰ ਵਿਚ ਛੱਪੇ ਇਸ਼ਤਿਹਾਰਾਂ ਸਬੰਧੀ ਕਿਸੇ ਵੀ ਤਰ੍ਹਾਂ ਦੇ ਦਾਅਵੇ ਲਈ ਜ਼ਿੰਮੇਵਾਰ ਨਹੀਂ ਹੋਵੇਗਾ। ਪਾਠਕ ਕਿਸੇ ਵੀ ਇਸ਼ਤਿਹਾਰ ਤੇ ਕਾਰਵਾਈ ਕਰਨ ਤੋਂ ਪਹਿਲਾਂ ਉਸ ਦੀ ਪੁਸ਼ਟੀ ਕਰ ਲੈਣ।: [476, 1135, 708, 1167]
- eviction-entry: ■ ਮੈਂ ਸਰੋਜ ਕੁਮਾਰੀ ਪਤਨੀ ਰਾਜ ਕੁਮਾਰ ਵਾਸੀ ਮਕਾਨ ਨੰਬਰ 8135 ਗਲੀ ਨੰਬਰ 6, ਨਿਊ ਸ਼ਿਵਾਜੀ ਨਗਰ ਲੁਧਿਆਣਾ ਨੇ ਆਪਣੇ ਲੜਕੇ ਨੂੰ ਆਪਣੀ ਜਾਇਦਾਦ ਤੋਂ ਬੇਦਖ਼ਲ ਕਰ ਦਿੱਤਾ ਹੈ। 7171: [236, 234, 468, 266]
- page-number: 2: [0, 0, 30, 29]
- name-change-entry-english: ■ I, Parteek S/O Nitin Malhotra R/O B.34, Shaheed Bhagat Singh Nagar Durga Puri Haibowal Kalan Ludhiana changed my name to Parteek Malhotra. 7171: [572, 845, 708, 904]
- name-change-entry-english: ■ I, Sikh Raghuvir Singh S/o Chhatra Singh R/o Sri Satguru Nagar, Sri Bhaini Sahib, Bhaini Ala, Ludhiana, Punjab-140026 inform that Sikh Raghuvir Singh and Raghuvir Singh both are same and one person.: [572, 709, 708, 792]
- notice-signature: Authorised Officer, Punjab National Bank Secured Creditor: [729, 238, 824, 251]
- name-change-entry: ■ ਮੈਂ ਹਰਜੀਤ ਕੌਰ ਪਤਨੀ ਭੁਪਿੰਦਰ ਸਿੰਘ ਵਾਸੀ ਮਕਾਨ ਨੰਬਰ 923, ਮਲੇਰਕੋਟਲਾ ਰੋਡ ਖੰਨਾ ਨੇ ਆਪਣਾ ਨਾਮ ਬਦਲ ਕੇ ਹਰਜੀਤ ਕੌਰ ਰੱਖ ਲਿਆ ਹੈ।: [118, 784, 228, 838]
- name-change-entry: ■ ਮੈਂ ਜਸਵਿੰਦਰ ਸਿੰਘ ਪੁੱਤਰ ਬਲਵੀਰ ਸਿੰਘ ਵਾਸੀ ਪਿੰਡ ਖੰਨਾ ਕਲਾਂ ਤਹਿਸੀਲ ਖੰਨਾ ਜ਼ਿਲ੍ਹਾ ਲੁਧਿਆਣਾ ਨੇ ਆਪਣਾ ਨਾਮ ਬਦਲ ਕੇ ਜਸਵਿੰਦਰ ਸਿੰਘ ਰੱਖ ਲਿਆ ਹੈ।: [4, 712, 114, 766]
- motor-connection-entry: ■ ਸੱਬਤ ਨਾਮ ਨੂੰ ਸੂਚਿਤ ਕੀਤਾ ਜਾਂਦਾ ਹੈ ਕਿ ਟਿਊਬਵੈੱਲ ਕੁਨੈਕਸ਼ਨ ਖਾਤਾ ਨੰਬਰ ਜੀ.ਟੀ.2-63 ਮਨਜੂਰ ਲੋਡ 17.5 ਕੀ.ਵਾ. ਜੋ ਕਿ ਮੇਰੇ ਪਿਤਾ ਜੀ ਦੇ ਨਾਮ ਤੇ ਚਲ ਰਿਹਾ ਹੈ, ਉਹ ਹੁਣ ਮੇਰੇ ਨਾਮ ਤੇ ਤਬਦੀਲ ਕੀਤਾ ਜਾਵੇ। ਜੇਕਰ ਕਿਸੇ ਨੂੰ ਕੋਈ ਇਤਰਾਜ਼ ਹੋਵੇ ਤਾਂ ਉਹ 15 ਦਿਨਾਂ ਦੇ ਅੰਦਰ ਦਫ਼ਤਰ ਵਿਚ ਸੰਪਰਕ ਕਰੇ।: [476, 935, 708, 978]
- column-4: [476, 36, 708, 1476]
- eviction-entry: ■ ਮੈਂ ਹਰਵਿੰਦਰ ਕੁਮਾਰ ਪੁੱਤਰ ਲੇਟ ਅਮਰਨਾਥ ਰਾਮ ਵਾਸੀ ਪਿੰਡ ਨੇ ਆਪਣੇ ਪੁੱਤਰ ਨੂੰ ਬੇਦਖ਼ਲ ਕਰ ਦਿੱਤਾ ਹੈ।: [476, 203, 708, 224]
- notice-title: PUBLIC NOTICE: [732, 42, 812, 53]
- public-notice-punjabi: [716, 630, 828, 805]
- name-change-entry: ■ ਮੈਂ ਰੀਨਾ ਰਾਣੀ ਪਤਨੀ ਅਸ਼ੋਕ ਕੁਮਾਰ ਵਾਸੀ ਪਿੰਡ ਕੋਹਾੜਾ ਤਹਿਸੀਲ ਸਾਹਨੇਵਾਲ ਲੁਧਿਆਣਾ ਨੇ ਆਪਣਾ ਨਾਮ ਬਦਲ ਕੇ ਰੀਨਾ ਦੇਵੀ ਰੱਖ ਲਿਆ ਹੈ। 141104: [118, 578, 228, 632]
- name-change-entry-english: ■ I Raj Bala W/o Inderjit Singh R/o Plot No. 40, Royal Enclave, Deelwal Patiala declare that Raj Bala V/s Sukhvinder Kaur is the same one person. Both name is correct.: [572, 315, 708, 386]
- eviction-entry: ■ ਮੈਂ ਗੁਰਮੁੱਖ ਸਿੰਘ ਪੁੱਤਰ ਲਾਲ ਸਿੰਘ ਵਾਸੀ ਪਿੰਡ ਚਕਰ ਤਹਿਸੀਲ ਜਗਰਾਉਂ ਨੇ ਆਪਣੇ ਲੜਕੇ ਨੂੰ ਆਪਣੀ ਜਾਇਦਾਦ ਤੋਂ ਬੇਦਖ਼ਲ ਕਰ ਦਿੱਤਾ ਹੈ।: [236, 363, 468, 384]
- name-change-english-list: [572, 253, 708, 907]
- name-change-entry-english: ■ I, Gagandeep Singh S/o Jaspal Singh R/o H. No. 84 Purana Gurdwara W. No. 2 Nangal Teh. Nangal (Rupnagar) have known by both names Gagandeep Singh Narula and Gagandeep Singh one and the same person.: [572, 549, 708, 632]
- bank-heading: ਪਹਿਰੇਦਾਰ ਦਾ ਬੈਂਕ ਖਾਤਾ...: [4, 36, 228, 57]
- eviction-entry: ■ ਮੈਂ ਰਜਨੀ ਰਾਣੀ ਪਤਨੀ ਸੁਰਿੰਦਰ ਕੁਮਾਰ ਵਾਸੀ ਮਕਾਨ ਨੰਬਰ 531-ਬੀ, ਘੁਮਾਰ ਮੰਡੀ ਲੁਧਿਆਣਾ ਨੇ ਆਪਣੇ ਲੜਕੇ ਨੂੰ ਬੇਦਖ਼ਲ ਕਰ ਦਿੱਤਾ ਹੈ।: [236, 459, 468, 480]
- eviction-cancel-text: ਮੈਂ ਸਰਬਜੀਤ ਸਿੰਘ ਪੁੱਤਰ ਗੁਰਦੇਵ ਸਿੰਘ ਵਾਸੀ ਸਟਰੀਟ ਨੰਬਰ 2, ਸੰਗਰੂਰ ਨੇ ਆਪਣੇ ਲੜਕੇ ਨੂੰ ਕੀਤੀ ਗਈ ਬੇਦਖ਼ਲੀ ਰੱਦ ਕਰ ਦਿੱਤੀ ਹੈ। ਹੁਣ ਉਹ ਮੇਰੀ ਜਾਇਦਾਦ ਦਾ ਹੱਕਦਾਰ ਹੈ।: [476, 1077, 708, 1109]
- name-change-entry: ■ ਮੈਂ ਲਖਵੀਰ ਸਿੰਘ ਪੁੱਤਰ ਅਮਰਜੀਤ ਸਿੰਘ ਵਾਸੀ 200/3, ਸਟਰੀਟ 2, ਬਾਬਾ ਦੀਪ ਸਿੰਘ ਨਗਰ ਲੁਧਿਆਣਾ ਨੇ ਆਪਣਾ ਨਾਮ ਬਦਲ ਕੇ ਲਖਵੀਰ ਸਿੰਘ ਰੱਖ ਲਿਆ ਹੈ।: [118, 521, 228, 575]
- name-change-entry: ■ ਮੈਂ ਰਿਮਪਲ ਕੌਰ ਪਤਨੀ ਹਰਪ੍ਰੀਤ ਸਿੰਘ ਵਾਸੀ ਨਵੀ ਆਬਾਦੀ ਮਾਨਸਾ ਨੇ ਆਪਣਾ ਨਾਮ ਬਦਲ ਕੇ Rimple ਕੌਰ ਰੱਖ ਲਿਆ ਹੈ।: [118, 236, 228, 279]
- eviction-entry: ■ ਅਸੀਂ ਮਾਨ ਸਿੰਘ ਪੁੱਤਰ ਲਾਲ ਸਿੰਘ ਵਾਸੀ ਮਕਾਨ ਨੰਬਰ BX-25-1008/1, ਗਲੀ ਨੰਬਰ 20, ਪੰਜਾਬ ਮਾਤਾ ਨਗਰ, ਪੱਖੋਵਾਲ ਰੋਡ, ਲੁਧਿਆਣਾ ਨੇ ਆਪਣੇ ਲੜਕੇ ਨੂੰ ਬੇਦਖ਼ਲ ਕਰ ਦਿੱਤਾ ਹੈ।: [476, 120, 708, 152]
- eviction-cancel-entry: ■ ਮੈਂ ਕਰਮਜੀਤ ਸਿੰਘ ਪੁੱਤਰ ਸ੍ਰੀ ਰਾਮ ਸਰੂਪ ਵਾਸੀ ਮਕਾਨ ਨੰਬਰ 188, ਗਲੀ ਨੰਬਰ 5, ਵਾਰਡ ਨੰਬਰ 066, ਪ੍ਰੇਮ ਨਗਰ ਲੁਧਿਆਣਾ ਨੇ ਆਪਣੇ ਪੁੱਤਰ ਦੀ ਬੇਦਖ਼ਲੀ ਰੱਦ ਕਰ ਦਿੱਤੀ ਹੈ।: [716, 1243, 942, 1276]
- notice-body: TEJINDER SINGH S/O JANEIR SINGH R/O VILLAGE BUDHEWAL, NEAR GURUDWARA SAHIB, TEH PAYAL DISTT LUDHIANA. BSG: NOTICE UNDER SECTION 13(2) OF SARFAESI Act, 2002 READ WITH RULE 3(1) OF THE SECURITY INTEREST (ENFORCEMENT) RULES. Notice is hereby given to the YOU THE ADDRESSEE(S) that the below described immovable/movable properties mortgaged/charged to the secured creditor, the symbolic physical possession of which has been taken by the Authorised Officer. Demand notice dated 03.10.2024 for the amount mentioned. The amount of Rs 18,95,000 with interest and costs is outstanding. You are hereby called upon to pay the dues within 30 days, failing which the secured creditor shall exercise its rights.: [834, 55, 938, 187]
